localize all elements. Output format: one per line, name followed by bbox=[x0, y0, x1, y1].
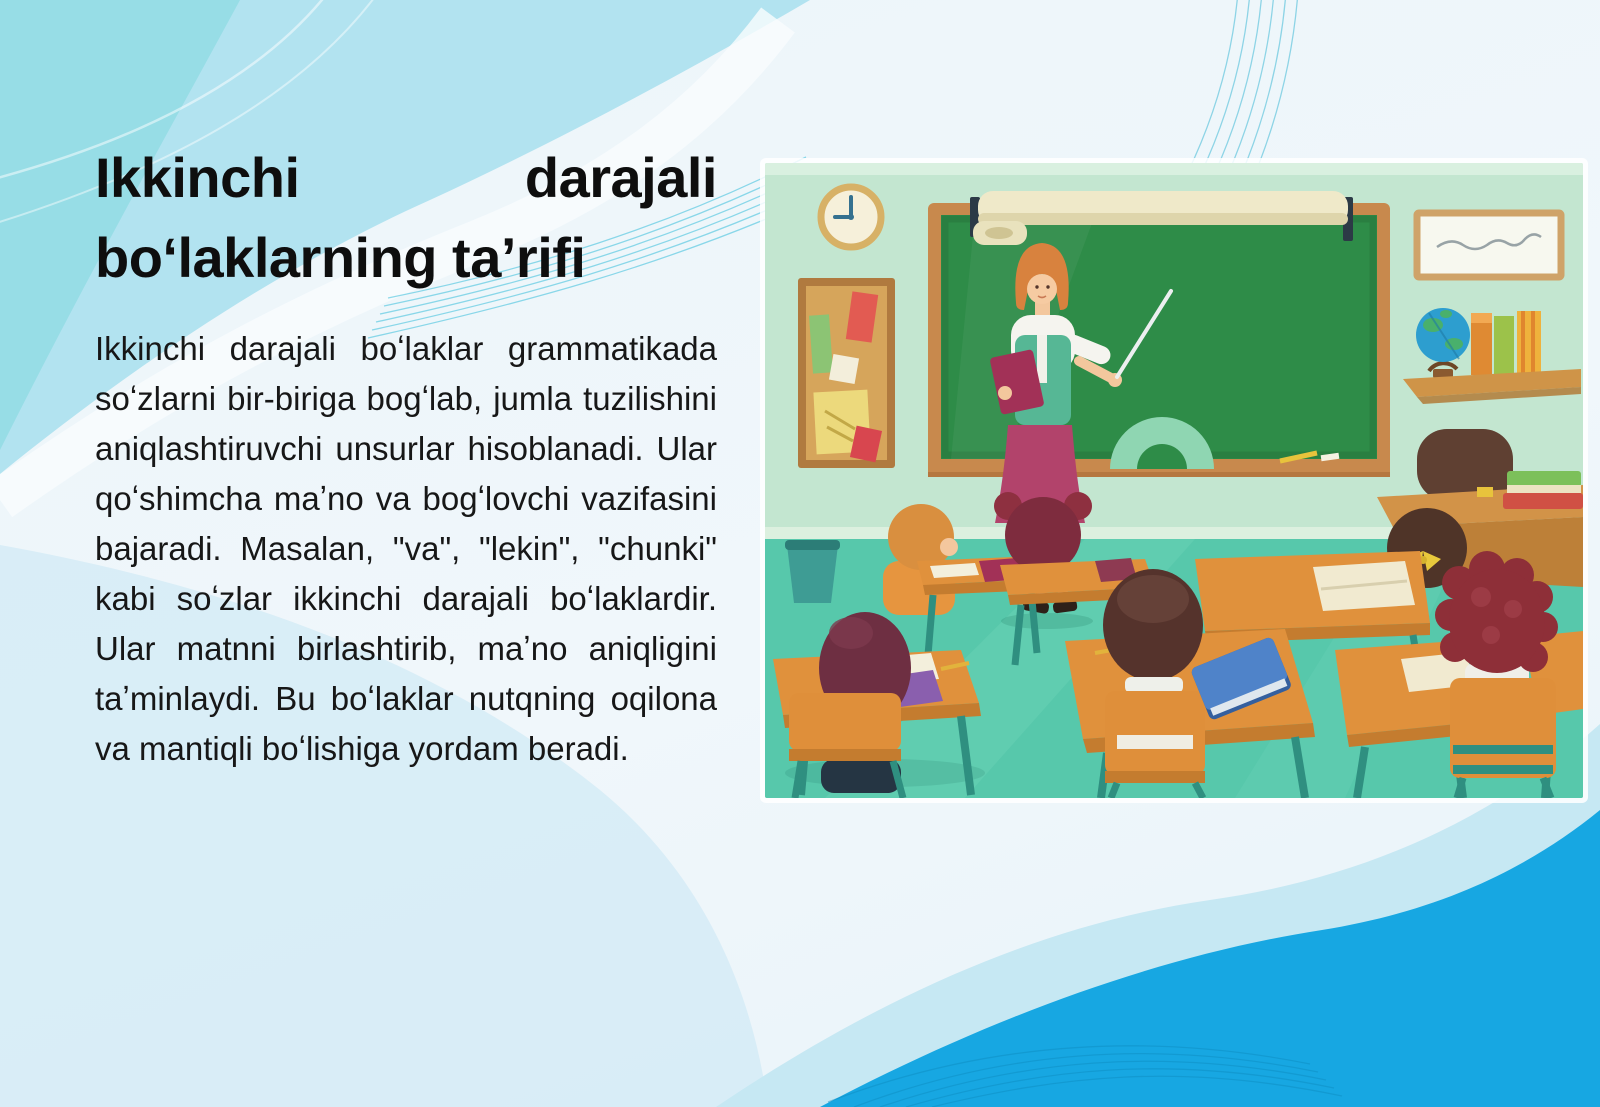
school-bag bbox=[821, 759, 901, 793]
picture-frame bbox=[1417, 213, 1561, 277]
wall-clock-icon bbox=[821, 187, 881, 247]
red-book bbox=[1503, 493, 1583, 509]
classroom-illustration bbox=[765, 163, 1583, 798]
shelf-books bbox=[1471, 311, 1541, 375]
slide-body: Ikkinchi darajali boʻlaklar grammatikada soʻzlarni bir-biriga bogʻlab, jumla tuzilishini aniqlashtiruvchi unsurlar hisoblanadi. Ular qoʻshimcha maʼno va bogʻlovchi vazifasini bajaradi. Masalan, "va", "lekin", "chunki" kabi soʻzlar ikkinchi darajali boʻlaklardir. Ular matnni birlashtirib, maʼno aniqligini taʼminlaydi. Bu boʻlaklar nutqning oqilona va mantiqli boʻlishiga yordam beradi. bbox=[95, 330, 717, 767]
bulletin-board bbox=[798, 278, 895, 468]
slide-title: Ikkinchi darajali boʻlaklarning taʼrifi bbox=[95, 146, 717, 289]
student-chair-e bbox=[1105, 691, 1205, 798]
green-book bbox=[1507, 471, 1581, 487]
trash-bin-icon bbox=[785, 540, 840, 603]
